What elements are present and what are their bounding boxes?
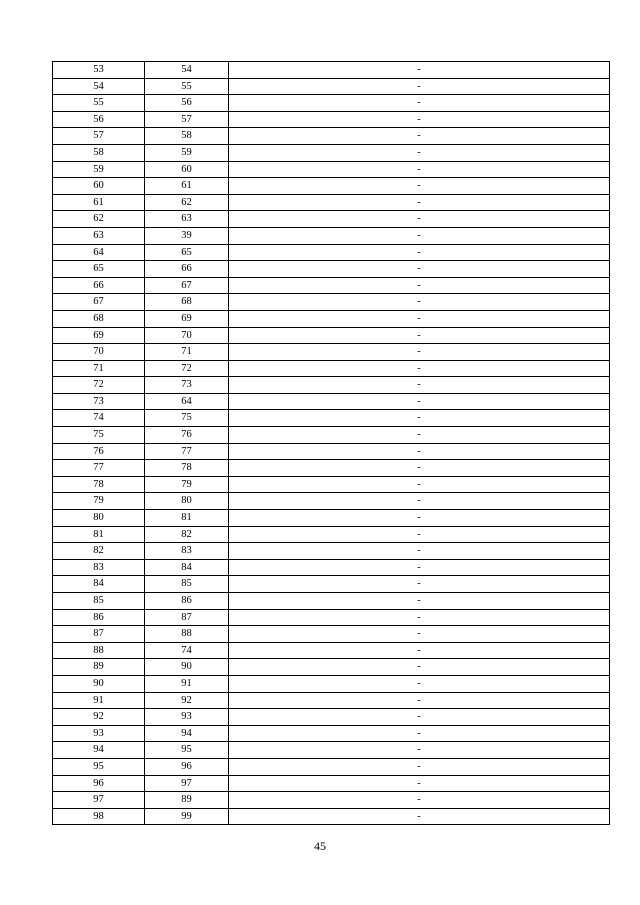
- table-cell: 76: [53, 443, 145, 460]
- table-body: [53, 62, 610, 825]
- table-cell: 82: [145, 526, 229, 543]
- table-cell: 73: [53, 393, 145, 410]
- table-row: [53, 675, 610, 692]
- table-cell: 65: [145, 244, 229, 261]
- table-cell: 70: [53, 344, 145, 361]
- table-cell: -: [229, 78, 610, 95]
- table-cell: 67: [145, 277, 229, 294]
- table-row: [53, 758, 610, 775]
- table-cell: -: [229, 808, 610, 825]
- table-row: [53, 410, 610, 427]
- table-cell: -: [229, 360, 610, 377]
- table-cell: -: [229, 758, 610, 775]
- table-cell: 88: [53, 642, 145, 659]
- table-cell: 69: [53, 327, 145, 344]
- table-cell: 56: [145, 95, 229, 112]
- table-cell: -: [229, 111, 610, 128]
- table-cell: 94: [53, 742, 145, 759]
- table-cell: -: [229, 393, 610, 410]
- table-cell: 97: [145, 775, 229, 792]
- table-cell: 71: [53, 360, 145, 377]
- table-cell: 78: [53, 476, 145, 493]
- table-cell: 95: [145, 742, 229, 759]
- table-cell: 85: [145, 576, 229, 593]
- table-cell: 92: [53, 709, 145, 726]
- table-cell: 66: [53, 277, 145, 294]
- table-row: [53, 808, 610, 825]
- table-row: [53, 559, 610, 576]
- table-row: [53, 626, 610, 643]
- table-row: [53, 95, 610, 112]
- table-cell: -: [229, 244, 610, 261]
- table-row: [53, 211, 610, 228]
- table-row: [53, 144, 610, 161]
- table-row: [53, 194, 610, 211]
- table-cell: 84: [145, 559, 229, 576]
- table-cell: 63: [53, 227, 145, 244]
- table-cell: -: [229, 277, 610, 294]
- table-cell: -: [229, 327, 610, 344]
- table-cell: 68: [145, 294, 229, 311]
- table-cell: 86: [53, 609, 145, 626]
- table-cell: 98: [53, 808, 145, 825]
- table-cell: 61: [145, 178, 229, 195]
- page-number: 45: [314, 839, 326, 853]
- table-row: [53, 377, 610, 394]
- table-cell: -: [229, 692, 610, 709]
- table-cell: 96: [53, 775, 145, 792]
- table-cell: 55: [53, 95, 145, 112]
- table-cell: 81: [53, 526, 145, 543]
- table-cell: -: [229, 194, 610, 211]
- table-cell: 39: [145, 227, 229, 244]
- table-cell: 59: [145, 144, 229, 161]
- table-row: [53, 742, 610, 759]
- table-row: [53, 576, 610, 593]
- table-cell: -: [229, 493, 610, 510]
- table-cell: 57: [145, 111, 229, 128]
- table-cell: 96: [145, 758, 229, 775]
- table-cell: 82: [53, 543, 145, 560]
- table-cell: 81: [145, 510, 229, 527]
- table-cell: -: [229, 576, 610, 593]
- table-row: [53, 493, 610, 510]
- table-cell: -: [229, 510, 610, 527]
- table-row: [53, 775, 610, 792]
- table-cell: 64: [53, 244, 145, 261]
- table-row: [53, 227, 610, 244]
- table-cell: -: [229, 775, 610, 792]
- table-cell: 86: [145, 593, 229, 610]
- table-row: [53, 443, 610, 460]
- table-row: [53, 78, 610, 95]
- table-cell: 97: [53, 792, 145, 809]
- table-cell: 74: [145, 642, 229, 659]
- table-cell: -: [229, 709, 610, 726]
- table-row: [53, 310, 610, 327]
- table-cell: -: [229, 443, 610, 460]
- table-row: [53, 460, 610, 477]
- table-cell: -: [229, 310, 610, 327]
- table-cell: -: [229, 211, 610, 228]
- table-cell: 87: [145, 609, 229, 626]
- table-cell: 94: [145, 725, 229, 742]
- table-row: [53, 344, 610, 361]
- table-cell: -: [229, 675, 610, 692]
- table-cell: -: [229, 377, 610, 394]
- table-cell: 74: [53, 410, 145, 427]
- table-row: [53, 360, 610, 377]
- table-cell: 59: [53, 161, 145, 178]
- table-cell: 75: [53, 427, 145, 444]
- table-cell: 85: [53, 593, 145, 610]
- table-cell: 77: [145, 443, 229, 460]
- table-row: [53, 327, 610, 344]
- table-row: [53, 526, 610, 543]
- table-cell: 67: [53, 294, 145, 311]
- table-cell: -: [229, 593, 610, 610]
- table-cell: 79: [145, 476, 229, 493]
- table-cell: 58: [53, 144, 145, 161]
- table-cell: -: [229, 526, 610, 543]
- table-cell: -: [229, 460, 610, 477]
- table-cell: -: [229, 294, 610, 311]
- table-cell: 68: [53, 310, 145, 327]
- table-cell: 78: [145, 460, 229, 477]
- table-cell: 89: [145, 792, 229, 809]
- table-cell: 83: [53, 559, 145, 576]
- table-cell: 69: [145, 310, 229, 327]
- table-cell: -: [229, 543, 610, 560]
- table-row: [53, 593, 610, 610]
- table-row: [53, 261, 610, 278]
- table-cell: 90: [145, 659, 229, 676]
- table-cell: 77: [53, 460, 145, 477]
- table-cell: 87: [53, 626, 145, 643]
- table-cell: 57: [53, 128, 145, 145]
- table-cell: 90: [53, 675, 145, 692]
- table-row: [53, 128, 610, 145]
- table-cell: 60: [53, 178, 145, 195]
- table-row: [53, 427, 610, 444]
- table-row: [53, 244, 610, 261]
- table-cell: -: [229, 427, 610, 444]
- table-cell: 71: [145, 344, 229, 361]
- table-row: [53, 393, 610, 410]
- table-cell: 91: [53, 692, 145, 709]
- table-cell: -: [229, 144, 610, 161]
- table-cell: -: [229, 742, 610, 759]
- table-cell: 54: [53, 78, 145, 95]
- table-cell: 54: [145, 62, 229, 79]
- table-cell: 83: [145, 543, 229, 560]
- table-cell: 63: [145, 211, 229, 228]
- table-cell: 88: [145, 626, 229, 643]
- table-cell: -: [229, 62, 610, 79]
- table-cell: 80: [53, 510, 145, 527]
- table-cell: -: [229, 344, 610, 361]
- table-cell: 53: [53, 62, 145, 79]
- table-cell: -: [229, 410, 610, 427]
- table-cell: 93: [145, 709, 229, 726]
- table-cell: 66: [145, 261, 229, 278]
- table-row: [53, 792, 610, 809]
- table-cell: 92: [145, 692, 229, 709]
- table-row: [53, 111, 610, 128]
- table-row: [53, 178, 610, 195]
- table-cell: 99: [145, 808, 229, 825]
- table-cell: -: [229, 128, 610, 145]
- table-cell: 91: [145, 675, 229, 692]
- table-cell: 65: [53, 261, 145, 278]
- table-row: [53, 725, 610, 742]
- table-cell: 60: [145, 161, 229, 178]
- table-cell: -: [229, 659, 610, 676]
- table-row: [53, 277, 610, 294]
- table-cell: -: [229, 178, 610, 195]
- table-cell: 76: [145, 427, 229, 444]
- data-table: [52, 61, 610, 825]
- table-cell: 56: [53, 111, 145, 128]
- table-cell: 73: [145, 377, 229, 394]
- table-row: [53, 510, 610, 527]
- table-cell: -: [229, 792, 610, 809]
- table-cell: 55: [145, 78, 229, 95]
- table-cell: 75: [145, 410, 229, 427]
- table-cell: -: [229, 642, 610, 659]
- table-cell: -: [229, 161, 610, 178]
- table-cell: 80: [145, 493, 229, 510]
- table-row: [53, 161, 610, 178]
- table-cell: 62: [53, 211, 145, 228]
- table-cell: 61: [53, 194, 145, 211]
- table-row: [53, 692, 610, 709]
- table-row: [53, 609, 610, 626]
- table-row: [53, 543, 610, 560]
- table-cell: 72: [53, 377, 145, 394]
- table-cell: -: [229, 559, 610, 576]
- table-cell: -: [229, 261, 610, 278]
- table-cell: 95: [53, 758, 145, 775]
- table-cell: -: [229, 626, 610, 643]
- table-cell: -: [229, 725, 610, 742]
- table-cell: -: [229, 476, 610, 493]
- table-cell: 70: [145, 327, 229, 344]
- table-row: [53, 659, 610, 676]
- table-cell: 62: [145, 194, 229, 211]
- table-cell: -: [229, 609, 610, 626]
- table-row: [53, 294, 610, 311]
- table-row: [53, 476, 610, 493]
- table-cell: 79: [53, 493, 145, 510]
- table-cell: 89: [53, 659, 145, 676]
- table-cell: 64: [145, 393, 229, 410]
- table-row: [53, 62, 610, 79]
- table-row: [53, 642, 610, 659]
- table-cell: 72: [145, 360, 229, 377]
- table-cell: 84: [53, 576, 145, 593]
- table-cell: -: [229, 95, 610, 112]
- table-cell: -: [229, 227, 610, 244]
- table-cell: 93: [53, 725, 145, 742]
- table-row: [53, 709, 610, 726]
- table-cell: 58: [145, 128, 229, 145]
